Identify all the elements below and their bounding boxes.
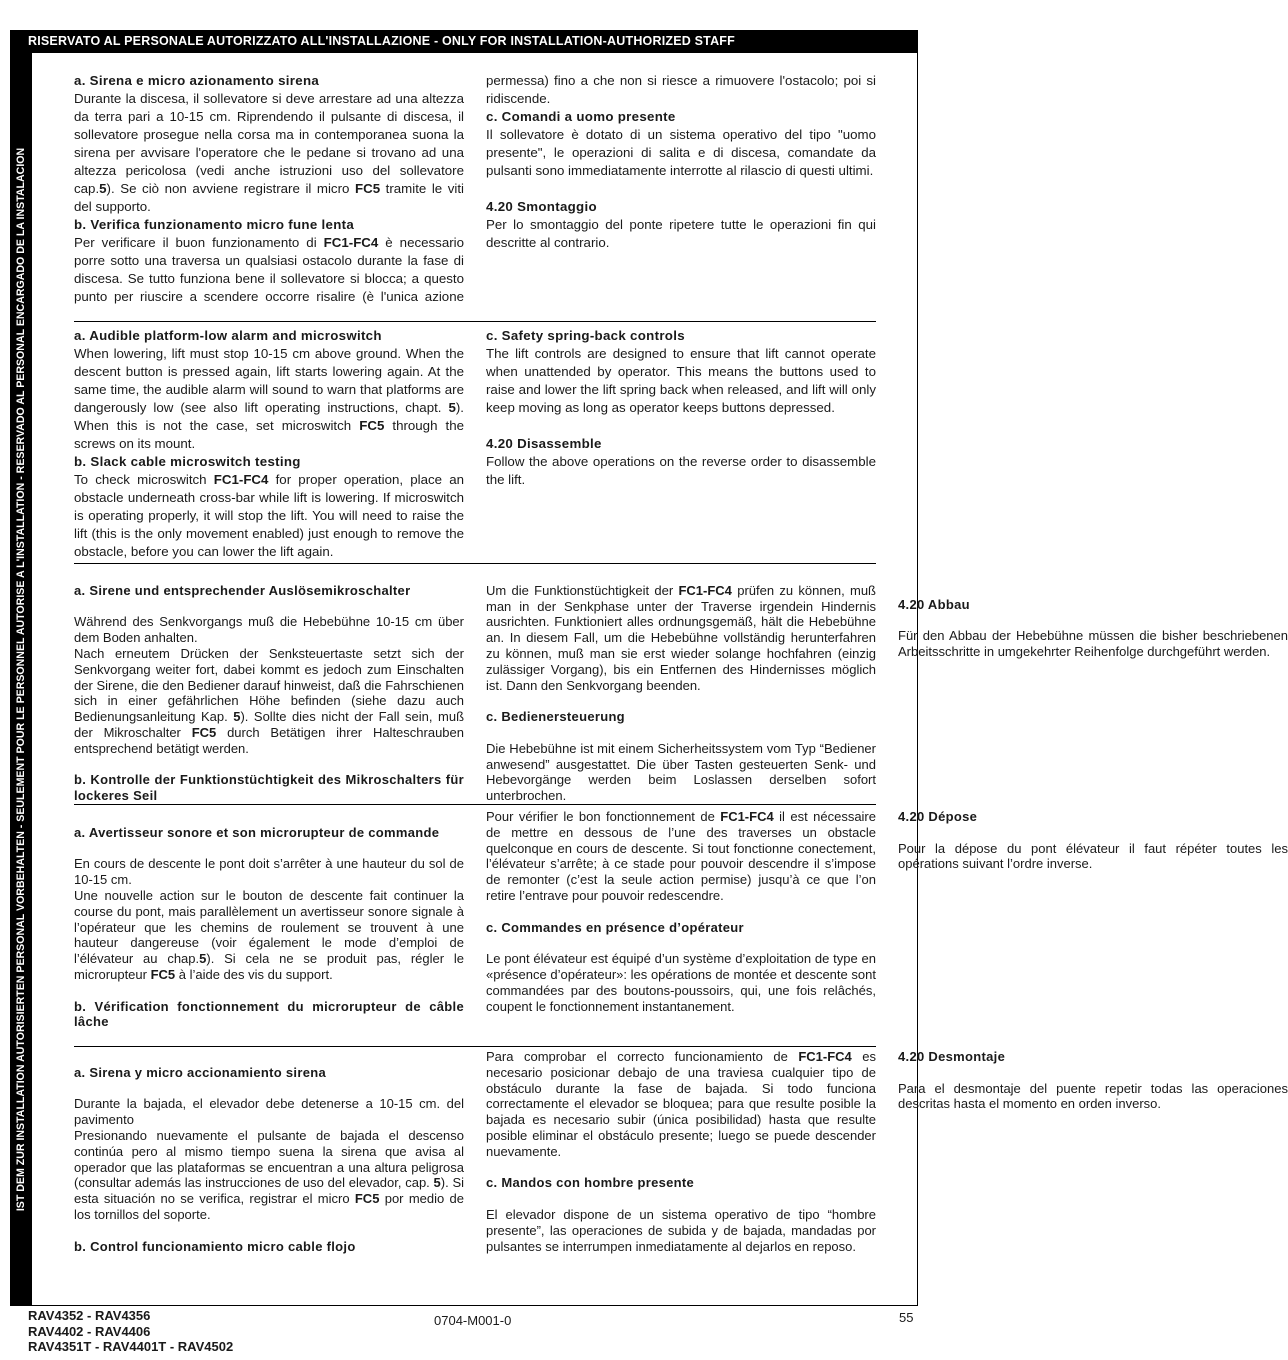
italian-a-title-flow: a. Sirena e micro azionamento sirena (74, 73, 320, 88)
italian-b-text: Per verificare il buon funzionamento di FC1-FC4 è necessario porre sotto una traversa un qualsiasi ostacolo durante la fase di discesa. Se tutto funziona bene il sollevatore si blocca; a questo punto per riuscire a scendere occorre risalire (è l'unica azione permessa) fino a che non si riesce a rimuovere l'ostacolo; poi si ridiscende. (74, 73, 876, 304)
german-text (74, 567, 1288, 807)
spanish-a-text: Durante la bajada, el elevador debe detenerse a 10-15 cm. del pavimento Presionando nuevamente el pulsante de bajada el descenso continúa pero al mismo tiempo suena la sirena que avisa al operador que las plataformas se encuentran a una altura peligrosa (consultar además las instrucciones de uso del elevador, cap. 5). Si esta situación no se verifica, registrar el micro FC5 por medio de los tornillos del soporte. (74, 1096, 464, 1222)
footer-doc-code: 0704-M001-0 (434, 1313, 512, 1328)
english-text (74, 327, 876, 561)
italian-a-text: Durante la discesa, il sollevatore si deve arrestare ad una altezza da terra pari a 10-15 cm. Riprendendo il pulsante di discesa, il sollevatore prosegue nella corsa ma in contemporanea suona la sirena per avvisare l'operatore che le pedane si trovano ad una altezza pericolosa (vedi anche istruzioni uso del sollevatore cap.5). Se ciò non avviene registrare il micro FC5 tramite le viti del supporto. (74, 91, 464, 214)
footer-models-line: RAV4351T - RAV4401T - RAV4502 (28, 1339, 234, 1354)
french-c-title: c. Commandes en présence d’opérateur (486, 919, 744, 935)
spanish-text (74, 1049, 1288, 1289)
spanish-b-text: Para comprobar el correcto funcionamiento de FC1-FC4 es necesario posicionar debajo de una traviesa cualquier tipo de obstáculo durante la fase de bajada. Si todo funciona correctamente el elevador se bloquea; para que resulte posible la bajada es necesario subir (única posibilidad) hasta que resulte posible eliminar el obstáculo presente; luego se puede descender nuevamente. (486, 1049, 876, 1159)
spanish-c-text: El elevador dispone de un sistema operativo de tipo “hombre presente”, las operaciones de subida y de bajada, mandadas por pulsantes se interrumpen inmediatamente al dejarlos en reposo. (486, 1206, 876, 1254)
italian-b-title-flow: b. Verifica funzionamento micro fune lenta (74, 217, 355, 232)
spanish-section-text: Para el desmontaje del puente repetir todas las operaciones descritas hasta el momento en orden inverso. (898, 1080, 1288, 1112)
english-a-title: a. Audible platform-low alarm and microswitch (74, 328, 382, 343)
french-c-text: Le pont élévateur est équipé d’un système d’exploitation de type en «présence d’opérateur»: les opérations de montée et descente sont commandées par des boutons-poussoirs, qui, une fois relâchés, coupent le fonctionnement instantanement. (486, 951, 876, 1014)
english-a-text: When lowering, lift must stop 10-15 cm above ground. When the descent button is pressed again, lift starts lowering again. At the same time, the audible alarm will sound to warn that platforms are dangerously low (see also lift operating instructions, chapt. 5). When this is not the case, set microswitch FC5 through the screws on its mount. (74, 346, 464, 451)
footer-models (28, 1308, 233, 1355)
german-section-title: 4.20 Abbau (898, 596, 970, 612)
french-a-text: En cours de descente le pont doit s’arrêter à une hauteur du sol de 10-15 cm. Une nouvelle action sur le bouton de descente fait continuer la course du pont, mais parallèlement un avertisseur sonore signale à l’opérateur que les chemins de roulement se trouvent à une hauteur dangereuse (voir également le mode d’emploi de l’élévateur au chap.5). Si cela ne se produit pas, régler le microrupteur FC5 à l’aide des vis du support. (74, 856, 464, 982)
english-b-text: To check microswitch FC1-FC4 for proper operation, place an obstacle underneath cross-bar while lift is lowering. If microswitch is operating properly, it will stop the lift. You will need to raise the lift (this is the only movement enabled) just enough to remove the obstacle, before you can lower the lift again. (74, 472, 464, 559)
sidebar-text: IST DEM ZUR INSTALLATION AUTORISIERTEN PERSONAL VORBEHALTEN - SEULEMENT POUR LE PERSONNEL AUTORISE A L'INSTALLATION - RESERVADO AL PERSONAL ENCARGADO DE LA INSTALACION (15, 147, 27, 1212)
german-b-title: b. Kontrolle der Funktionstüchtigkeit des Mikroschalters für lockeres Seil (74, 772, 464, 804)
german-c-text: Die Hebebühne ist mit einem Sicherheitssystem vom Typ “Bediener anwesend” ausgestattet. Die über Tasten gesteuerten Senk- und Hebevorgänge werden beim Loslassen derselben sofort unterbrochen. (486, 740, 876, 804)
french-b-title: b. Vérification fonctionnement du microrupteur de câble lâche (74, 998, 464, 1030)
german-a-text: Während des Senkvorgangs muß die Hebebühne 10-15 cm über dem Boden anhalten. Nach erneutem Drücken der Senksteuertaste setzt sich der Senkvorgang weiter fort, dabei kommt es jedoch zum Einschalten der Sirene, die den Bediener darauf hinweist, daß die Fahrschienen sich in einer gefährlichen Höhe befinden (siehe dazu auch Bedienungsanleitung Kap. 5). Sollte dies nicht der Fall sein, muß der Mikroschalter FC5 durch Betätigen ihrer Halteschrauben entsprechend betätigt werden. (74, 614, 465, 756)
french-section-text: Pour la dépose du pont élévateur il faut répéter toutes les opérations suivant l’ordre inverse. (898, 840, 1288, 872)
english-b-title: b. Slack cable microswitch testing (74, 454, 301, 469)
english-section-text: Follow the above operations on the reverse order to disassemble the lift. (486, 454, 876, 487)
footer-models-line: RAV4402 - RAV4406 (28, 1323, 151, 1339)
divider (74, 321, 876, 322)
italian-c-text: Il sollevatore è dotato di un sistema operativo del tipo "uomo presente", le operazioni di salita e di discesa, comandate da pulsanti sono immediatamente interrotte al rilascio di questi ultimi. (486, 127, 876, 178)
english-c-title: c. Safety spring-back controls (486, 328, 685, 343)
italian-c-title: c. Comandi a uomo presente (486, 109, 676, 124)
german-b-text: Um die Funktionstüchtigkeit der FC1-FC4 prüfen zu können, muß man in der Senkphase unter der Traverse irgendein Hindernis ausrichten. Funktioniert alles ordnungsgemäß, hält die Hebebühne an. In diesem Fall, um die Hebebühne vollständig herunterfahren zu können, muß man sie erst wieder solange hochfahren (einzig zulässiger Vorgang), bis ein Entfernen des Hindernisses möglich ist. Dann den Senkvorgang beenden. (486, 582, 876, 693)
header-banner: RISERVATO AL PERSONALE AUTORIZZATO ALL'INSTALLAZIONE - ONLY FOR INSTALLATION-AUTHORIZED STAFF (10, 30, 918, 53)
italian-section-text: Per lo smontaggio del ponte ripetere tutte le operazioni fin qui descritte al contrario. (486, 217, 876, 250)
french-section-title: 4.20 Dépose (898, 809, 978, 824)
german-a-title: a. Sirene und entsprechender Auslösemikroschalter (74, 582, 411, 598)
french-a-title: a. Avertisseur sonore et son microrupteur de commande (74, 824, 440, 840)
page-number: 55 (899, 1310, 914, 1325)
english-section-title: 4.20 Disassemble (486, 436, 602, 451)
divider (74, 1046, 876, 1047)
divider (74, 804, 876, 805)
english-c-text: The lift controls are designed to ensure that lift cannot operate when unattended by operator. This means the buttons used to raise and lower the lift spring back when released, and lift will only keep moving as long as operator keeps buttons depressed. (486, 346, 876, 415)
spanish-a-title: a. Sirena y micro accionamiento sirena (74, 1064, 327, 1080)
spanish-b-title: b. Control funcionamiento micro cable flojo (74, 1238, 356, 1254)
german-c-title: c. Bedienersteuerung (486, 709, 625, 725)
german-section-text: Für den Abbau der Hebebühne müssen die bisher beschriebenen Arbeitsschritte in umgekehrter Reihenfolge durchgeführt werden. (898, 628, 1288, 660)
french-text (74, 809, 1288, 1047)
italian-text (74, 72, 876, 306)
footer-models-line: RAV4352 - RAV4356 (28, 1308, 151, 1323)
french-b-text: Pour vérifier le bon fonctionnement de FC1-FC4 il est nécessaire de mettre en dessous de l’une des traverses un obstacle quelconque en cours de descente. Si tout fonctionne conectement, l’élévateur s’arrête; à ce stade pour pouvoir descendre il s’impose de remonter (c’est la seule action permise) jusqu’à ce que l’on retire l’entrave pour pouvoir redescendre. (486, 809, 876, 903)
spanish-section-title: 4.20 Desmontaje (898, 1049, 1006, 1064)
italian-section-title: 4.20 Smontaggio (486, 199, 597, 214)
spanish-c-title: c. Mandos con hombre presente (486, 1175, 695, 1191)
divider (74, 563, 876, 564)
